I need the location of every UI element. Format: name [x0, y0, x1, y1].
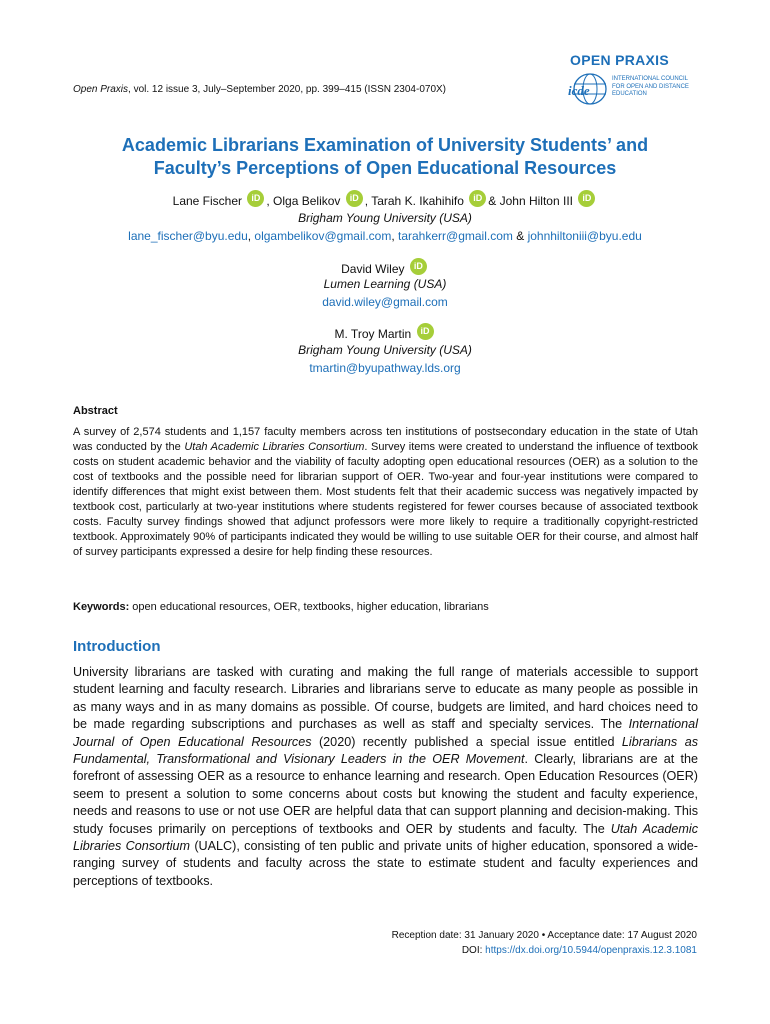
- abstract-part: A survey of 2,574 students and 1,157 faculty members across ten institutions of postsecondary education in the state of Utah was conducted by the: [73, 426, 698, 453]
- icde-mark: icde: [568, 83, 590, 98]
- orcid-icon[interactable]: iD: [469, 190, 486, 207]
- keywords-label: Keywords:: [73, 601, 130, 613]
- introduction-heading: Introduction: [73, 638, 161, 655]
- separator: ,: [247, 229, 255, 243]
- author-emails: [40, 229, 730, 243]
- article-title: [60, 134, 710, 180]
- email-ikahihifo[interactable]: tarahkerr@gmail.com: [398, 229, 513, 243]
- author-belikov: , Olga Belikov: [266, 194, 341, 208]
- separator: ,: [391, 229, 398, 243]
- author-martin: M. Troy Martin: [334, 327, 412, 341]
- email-wiley[interactable]: david.wiley@gmail.com: [322, 295, 448, 309]
- logo-title: OPEN PRAXIS: [570, 52, 669, 68]
- abstract-text: [73, 425, 698, 560]
- journal-name: Open Praxis: [73, 84, 129, 95]
- keywords-list: open educational resources, OER, textbooks, higher education, librarians: [129, 601, 489, 613]
- affiliation-lumen: Lumen Learning (USA): [323, 277, 447, 291]
- email-martin[interactable]: tmartin@byupathway.lds.org: [309, 361, 461, 375]
- doi-label: DOI:: [461, 945, 486, 956]
- orcid-icon[interactable]: iD: [417, 323, 434, 340]
- intro-part: (UALC), consisting of ten public and private units of higher education, sponsored a wide-ranging survey of students and faculty across the state to estimate student and faculty experiences and perceptions of textbooks.: [73, 839, 699, 888]
- introduction-text: [73, 664, 698, 890]
- author-wiley-row: [40, 258, 730, 276]
- abstract-emphasis: Utah Academic Libraries Consortium: [184, 441, 365, 453]
- open-praxis-logo: [566, 52, 706, 106]
- orcid-icon[interactable]: iD: [410, 258, 427, 275]
- keywords: [73, 601, 489, 613]
- orcid-icon[interactable]: iD: [578, 190, 595, 207]
- email-wiley-row: [40, 295, 730, 309]
- intro-part: . Clearly, librarians are at the forefront of assessing OER as a resource to enhance learning and research. Open Education Resources (OER) seem to present a solution to some concerns about costs but knowing the student and faculty experience, needs and reasons to use or not use OER are helpful data that can support planning and decision-making. This study focuses primarily on perceptions of textbooks and OER by students and faculty. The: [73, 752, 698, 836]
- author-fischer: Lane Fischer: [172, 194, 243, 208]
- abstract-part: . Survey items were created to understand the influence of textbook costs on student academic behavior and the viability of faculty adopting open educational resources (OER) as a solution to the cost of textbooks and the possible need for librarian support of OER. Two-year and four-year institutions were compared to identify differences that might exist between them. Most students felt that their academic success was negatively impacted by textbook cost, particularly at two-year institutions where students registered for fewer courses because of associated textbook costs. Faculty survey findings showed that adjunct professors were more likely to require a traditionally copyright-restricted textbook. Approximately 90% of participants indicated they would be willing to use suitable OER for their course, and almost half of survey participants expressed a desire for help finding these resources.: [73, 441, 698, 558]
- doi-line: [197, 943, 697, 958]
- doi-link[interactable]: https://dx.doi.org/10.5944/openpraxis.12.3.1081: [485, 945, 697, 956]
- author-wiley: David Wiley: [341, 262, 405, 276]
- author-martin-row: [40, 323, 730, 341]
- author-list: [40, 190, 730, 208]
- article-dates: [197, 928, 697, 958]
- author-hilton: & John Hilton III: [488, 194, 573, 208]
- intro-emphasis: International Journal of Open Educational Resources: [73, 717, 698, 749]
- reception-acceptance-dates: Reception date: 31 January 2020 • Acceptance date: 17 August 2020: [391, 930, 697, 941]
- title-line-2: Faculty’s Perceptions of Open Educational Resources: [153, 158, 617, 178]
- intro-emphasis: Utah Academic Libraries Consortium: [73, 821, 699, 854]
- email-hilton[interactable]: johnhiltoniii@byu.edu: [527, 229, 642, 243]
- email-fischer[interactable]: lane_fischer@byu.edu: [128, 229, 248, 243]
- orcid-icon[interactable]: iD: [346, 190, 363, 207]
- abstract-heading: Abstract: [73, 405, 118, 417]
- affiliation-byu-2: Brigham Young University (USA): [298, 343, 472, 357]
- email-belikov[interactable]: olgambelikov@gmail.com: [254, 229, 392, 243]
- logo-org-name: INTERNATIONAL COUNCIL FOR OPEN AND DISTANCE EDUCATION: [612, 76, 689, 97]
- separator: &: [512, 229, 528, 243]
- orcid-icon[interactable]: iD: [247, 190, 264, 207]
- author-ikahihifo: , Tarah K. Ikahihifo: [364, 194, 464, 208]
- intro-part: (2020) recently published a special issue entitled: [311, 734, 622, 749]
- intro-part: University librarians are tasked with curating and making the full range of materials accessible to support student learning and faculty research. Libraries and librarians serve to educate as many people as possible in as many ways and in as many domains as possible. Of course, budgets are limited, and hard choices need to be made regarding subscriptions and purchases as well as staff and specialty services. The: [73, 665, 698, 732]
- icde-globe-icon: [566, 72, 610, 106]
- citation-details: , vol. 12 issue 3, July–September 2020, pp. 399–415 (ISSN 2304-070X): [128, 84, 447, 95]
- title-line-1: Academic Librarians Examination of University Students’ and: [121, 135, 649, 155]
- intro-emphasis: Librarians as Fundamental, Transformational and Visionary Leaders in the OER Movement: [73, 734, 698, 767]
- journal-citation: [73, 84, 446, 95]
- affiliation-byu: Brigham Young University (USA): [298, 211, 472, 225]
- email-martin-row: [40, 361, 730, 375]
